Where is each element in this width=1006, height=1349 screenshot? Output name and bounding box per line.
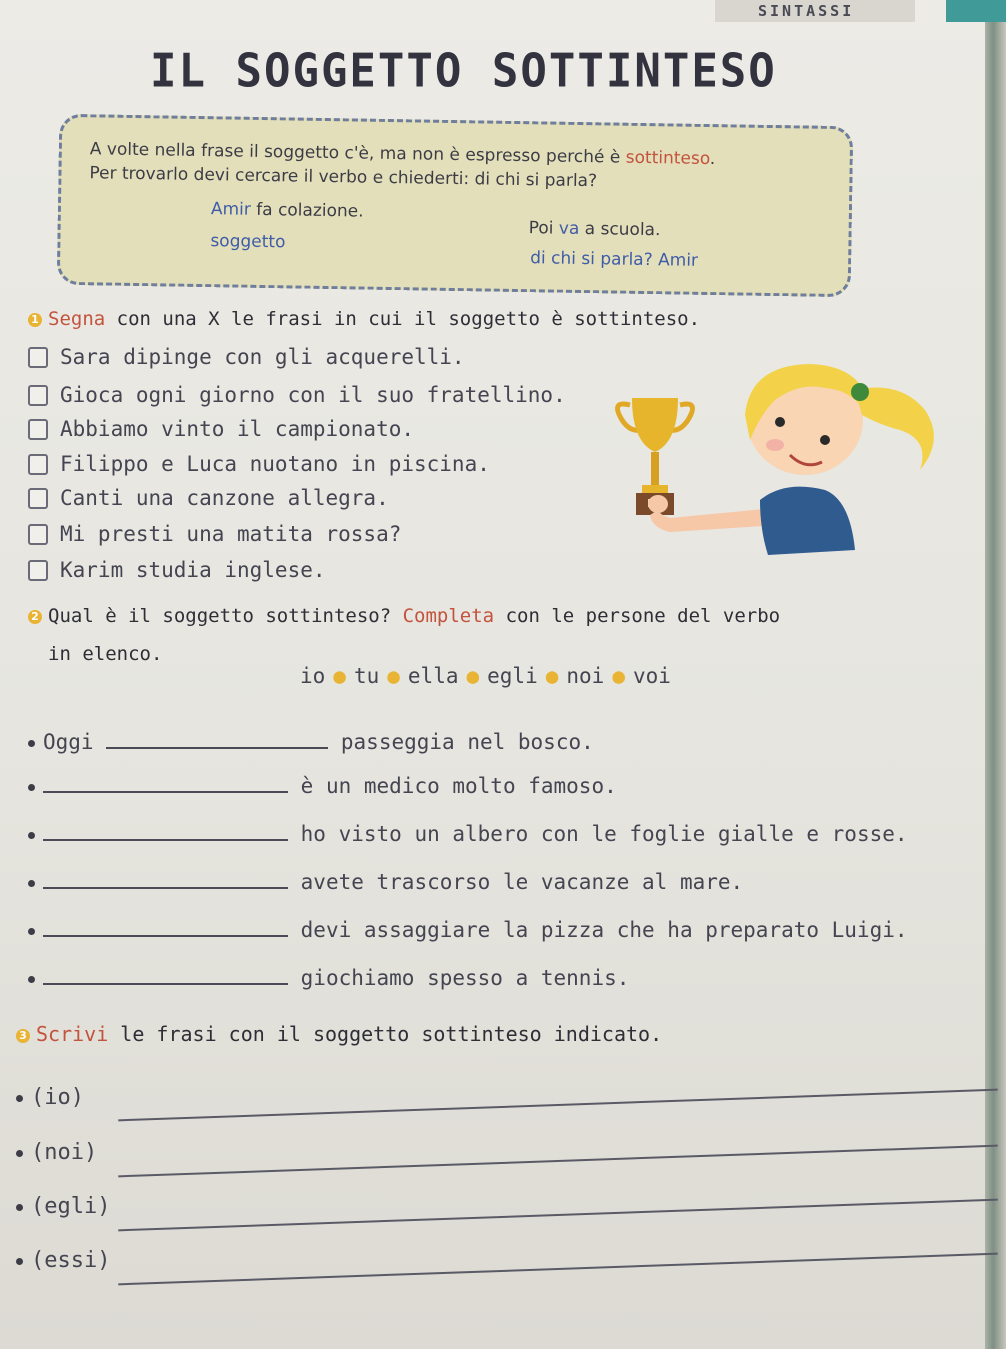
fill-in-row: Oggi passeggia nel bosco. [28,730,594,754]
example-subject: Amir [210,199,251,220]
exercise-3-number: 3 [16,1029,30,1043]
verb-persons-list: io ● tu ● ella ● egli ● noi ● voi [300,664,671,688]
girl-with-trophy-illustration [600,360,945,560]
book-edge-tab [946,0,1006,22]
checkbox[interactable] [28,385,48,406]
definition-line-2: Per trovarlo devi cercare il verbo e chiederti: di chi si parla? [89,163,598,192]
fill-in-row: devi assaggiare la pizza che ha preparato Luigi. [28,918,908,942]
checkbox[interactable] [28,488,48,509]
fill-in-row: ho visto un albero con le foglie gialle e rosse. [28,822,908,846]
example-sentence-2: Poi va a scuola. [528,218,661,241]
writing-prompt: (egli) [16,1194,110,1219]
exercise-1-instruction: 1 Segna con una X le frasi in cui il soggetto è sottinteso. [28,308,700,330]
list-item: Abbiamo vinto il campionato. [28,417,414,441]
writing-prompt: (noi) [16,1140,97,1165]
fill-in-row: giochiamo spesso a tennis. [28,966,629,990]
exercise-2-instruction-line-2: in elenco. [48,643,163,665]
list-item: Gioca ogni giorno con il suo fratellino. [28,383,566,407]
key-term: sottinteso [625,147,711,169]
writing-prompt: (io) [16,1085,84,1110]
answer-blank[interactable] [43,887,288,889]
answer-blank[interactable] [43,839,288,841]
checkbox[interactable] [28,454,48,475]
checkbox[interactable] [28,347,48,368]
definition-box [57,114,854,297]
list-item: Karim studia inglese. [28,558,326,582]
question-label: di chi si parla? Amir [530,248,699,271]
checkbox[interactable] [28,560,48,581]
answer-blank[interactable] [106,747,328,749]
list-item: Mi presti una matita rossa? [28,522,401,546]
answer-blank[interactable] [43,791,288,793]
exercise-1-number: 1 [28,313,42,327]
example-sentence-1: Amir fa colazione. [210,199,364,222]
exercise-3-instruction: 3 Scrivi le frasi con il soggetto sottinteso indicato. [16,1022,662,1046]
list-item: Sara dipinge con gli acquerelli. [28,345,465,369]
answer-blank[interactable] [43,983,288,985]
checkbox[interactable] [28,419,48,440]
page-title: IL SOGGETTO SOTTINTESO [150,44,777,99]
list-item: Filippo e Luca nuotano in piscina. [28,452,490,476]
fill-in-row: avete trascorso le vacanze al mare. [28,870,743,894]
answer-blank[interactable] [43,935,288,937]
checkbox[interactable] [28,524,48,545]
fill-in-row: è un medico molto famoso. [28,774,617,798]
definition-line-1: A volte nella frase il soggetto c'è, ma non è espresso perché è sottinteso. [89,139,716,170]
list-item: Canti una canzone allegra. [28,486,389,510]
subject-label: soggetto [210,231,286,253]
writing-prompt: (essi) [16,1248,110,1273]
exercise-2-instruction: 2 Qual è il soggetto sottinteso? Completa con le persone del verbo [28,605,780,627]
example-verb: va [558,218,580,239]
section-label: SINTASSI [758,2,855,20]
exercise-2-number: 2 [28,610,42,624]
